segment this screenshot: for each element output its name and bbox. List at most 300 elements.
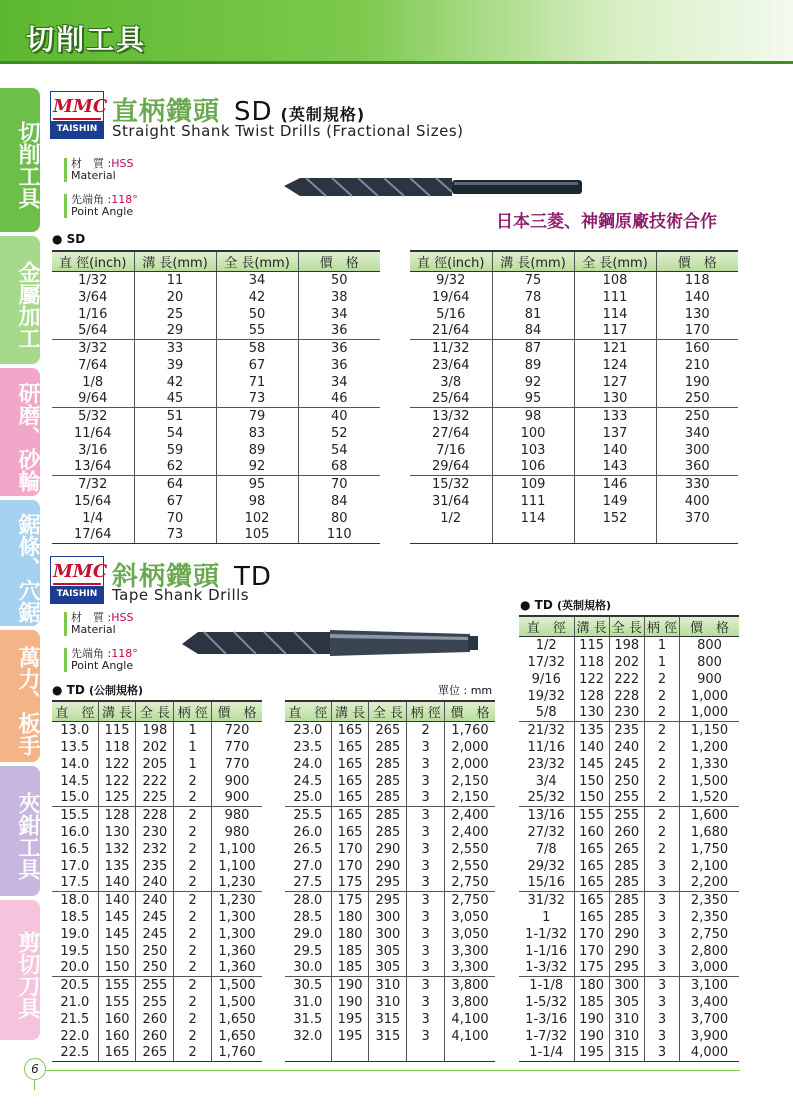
table-cell: 2 xyxy=(644,807,679,824)
table-cell: 23.0 xyxy=(293,722,323,738)
table-cell: 1 xyxy=(174,739,212,756)
table-cell: 290 xyxy=(609,943,644,960)
table-cell: 15/16 xyxy=(519,875,574,892)
table-cell: 205 xyxy=(136,756,174,773)
table-cell: 2,800 xyxy=(680,943,739,960)
table-cell: 122 xyxy=(98,756,136,773)
table-row xyxy=(519,909,739,926)
table-cell: 245 xyxy=(609,756,644,773)
table-cell: 15/32 xyxy=(432,476,470,492)
table-cell: 285 xyxy=(369,756,407,773)
table-row xyxy=(52,493,380,510)
table-cell: 3 xyxy=(407,824,445,841)
table-row xyxy=(285,977,495,994)
table-cell: 83 xyxy=(216,425,298,442)
table-row xyxy=(52,323,380,340)
table-cell: 50 xyxy=(298,272,380,289)
table-cell: 198 xyxy=(136,722,174,739)
table-cell: 20.5 xyxy=(60,977,90,993)
table-cell: 285 xyxy=(609,909,644,926)
table-cell: 310 xyxy=(609,1011,644,1028)
table-cell: 250 xyxy=(656,391,738,408)
td-inch-table xyxy=(519,615,739,1062)
column-header: 溝 長(mm) xyxy=(134,251,216,272)
td-inch-caption xyxy=(520,597,611,613)
table-cell: 265 xyxy=(609,841,644,858)
table-row xyxy=(519,841,739,858)
column-header: 直 徑 xyxy=(285,701,331,722)
table-cell: 150 xyxy=(98,960,136,977)
table-cell: 32.0 xyxy=(293,1028,323,1044)
table-cell: 1,500 xyxy=(680,773,739,790)
table-cell: 34 xyxy=(298,374,380,391)
table-cell: 103 xyxy=(492,442,574,459)
table-row xyxy=(519,637,739,654)
table-cell: 222 xyxy=(136,773,174,790)
table-row xyxy=(410,425,738,442)
table-cell: 146 xyxy=(574,476,656,493)
table-cell: 3 xyxy=(407,1011,445,1028)
table-cell: 20.0 xyxy=(52,960,98,977)
table-cell: 1,230 xyxy=(212,892,262,909)
table-cell: 175 xyxy=(331,892,369,909)
table-cell: 14.5 xyxy=(60,773,90,789)
table-cell: 160 xyxy=(98,1011,136,1028)
table-row xyxy=(52,357,380,374)
table-cell: 2 xyxy=(174,875,212,892)
table-cell: 980 xyxy=(212,824,262,841)
table-cell: 2 xyxy=(174,960,212,977)
table-cell: 51 xyxy=(134,408,216,425)
table-cell: 3 xyxy=(407,841,445,858)
table-row xyxy=(410,459,738,476)
table-cell xyxy=(331,1045,369,1062)
table-cell: 165 xyxy=(331,722,369,739)
table-cell: 111 xyxy=(574,289,656,306)
table-row xyxy=(519,722,739,739)
table-cell: 67 xyxy=(134,493,216,510)
table-cell: 117 xyxy=(574,323,656,340)
table-cell: 25 xyxy=(134,306,216,323)
table-cell: 230 xyxy=(136,824,174,841)
table-cell: 25.5 xyxy=(293,807,323,823)
sd-table-right xyxy=(410,250,738,544)
table-cell: 149 xyxy=(574,493,656,510)
table-cell: 155 xyxy=(98,994,136,1011)
table-cell: 130 xyxy=(656,306,738,323)
table-cell: 202 xyxy=(609,654,644,671)
td-metric-table-left xyxy=(52,700,262,1062)
table-row xyxy=(410,374,738,391)
table-row xyxy=(285,926,495,943)
table-cell: 2 xyxy=(174,1011,212,1028)
table-cell: 135 xyxy=(98,858,136,875)
table-cell: 26.5 xyxy=(293,841,323,857)
sidebar-tab-7[interactable]: 剪切刀具 xyxy=(0,900,40,1040)
table-cell: 11 xyxy=(134,272,216,289)
table-cell: 132 xyxy=(98,841,136,858)
table-cell: 165 xyxy=(574,858,609,875)
table-cell: 18.5 xyxy=(60,909,90,925)
spec-label-en: Material xyxy=(71,169,116,182)
table-row xyxy=(519,926,739,943)
table-cell: 9/32 xyxy=(436,272,466,288)
table-row xyxy=(285,960,495,977)
table-cell: 17.0 xyxy=(60,858,90,874)
table-cell: 1,650 xyxy=(212,1028,262,1045)
table-cell: 290 xyxy=(369,858,407,875)
spec-value: HSS xyxy=(111,157,134,170)
column-header: 全 長(mm) xyxy=(574,251,656,272)
table-cell: 89 xyxy=(492,357,574,374)
table-cell: 2 xyxy=(174,994,212,1011)
column-header: 價 格 xyxy=(445,701,495,722)
table-cell xyxy=(445,1045,495,1062)
table-row xyxy=(285,858,495,875)
table-cell: 3 xyxy=(407,807,445,824)
table-cell: 73 xyxy=(134,527,216,544)
table-cell: 1-1/16 xyxy=(525,943,568,959)
table-cell: 2 xyxy=(174,926,212,943)
table-cell: 285 xyxy=(609,858,644,875)
table-cell: 2 xyxy=(644,824,679,841)
straight-shank-drill-image xyxy=(282,172,584,202)
table-cell: 1-1/8 xyxy=(529,977,564,993)
taper-shank-drill-image xyxy=(180,622,482,664)
table-cell: 1,500 xyxy=(212,977,262,994)
table-cell: 1 xyxy=(174,756,212,773)
table-cell: 2 xyxy=(174,892,212,909)
table-cell: 2,150 xyxy=(445,790,495,807)
table-cell: 68 xyxy=(298,459,380,476)
sd-code: SD xyxy=(234,97,273,127)
td-title-en: Tape Shank Drills xyxy=(112,586,250,604)
table-cell: 260 xyxy=(136,1011,174,1028)
table-cell: 31.0 xyxy=(293,994,323,1010)
table-cell: 1-1/4 xyxy=(519,1045,574,1062)
table-cell: 100 xyxy=(492,425,574,442)
table-cell: 2,000 xyxy=(445,756,495,773)
table-cell: 27.5 xyxy=(285,875,331,892)
table-cell: 34 xyxy=(298,306,380,323)
table-cell: 22.5 xyxy=(52,1045,98,1062)
column-header: 直 徑(inch) xyxy=(52,251,134,272)
table-cell: 54 xyxy=(134,425,216,442)
table-row xyxy=(52,510,380,527)
table-cell: 1,300 xyxy=(212,909,262,926)
table-cell: 2 xyxy=(174,807,212,824)
unit-label: 單位 : mm xyxy=(438,684,493,697)
table-cell: 170 xyxy=(331,858,369,875)
table-cell: 150 xyxy=(98,943,136,960)
table-cell: 3/8 xyxy=(440,374,462,390)
table-cell: 133 xyxy=(574,408,656,425)
table-cell: 1/8 xyxy=(82,374,104,390)
table-cell: 2 xyxy=(174,841,212,858)
table-cell: 285 xyxy=(369,824,407,841)
sd-subtitle: (英制規格) xyxy=(280,105,366,124)
table-cell: 155 xyxy=(574,807,609,824)
table-cell: 1/16 xyxy=(78,306,108,322)
table-cell: 2,550 xyxy=(445,858,495,875)
table-cell: 145 xyxy=(98,909,136,926)
mmc-taishin-logo xyxy=(50,556,108,604)
table-row xyxy=(52,476,380,493)
column-header: 價 格 xyxy=(680,616,739,637)
column-header: 價 格 xyxy=(656,251,738,272)
table-row xyxy=(52,1011,262,1028)
table-cell: 3 xyxy=(644,960,679,977)
column-header: 價 格 xyxy=(212,701,262,722)
table-cell: 255 xyxy=(609,790,644,807)
technical-cooperation-note: 日本三菱、神鋼原廠技術合作 xyxy=(496,212,717,232)
table-cell xyxy=(574,527,656,544)
table-cell: 900 xyxy=(680,671,739,688)
table-cell: 285 xyxy=(369,790,407,807)
table-cell: 300 xyxy=(656,442,738,459)
table-cell: 165 xyxy=(574,875,609,892)
table-cell: 24.0 xyxy=(293,756,323,772)
table-cell: 59 xyxy=(134,442,216,459)
table-cell: 165 xyxy=(331,807,369,824)
table-cell: 185 xyxy=(331,960,369,977)
table-cell: 190 xyxy=(574,1028,609,1045)
table-row xyxy=(285,909,495,926)
table-cell: 73 xyxy=(216,391,298,408)
table-cell: 3,000 xyxy=(680,960,739,977)
table-cell: 202 xyxy=(136,739,174,756)
table-cell: 3 xyxy=(644,1045,679,1062)
table-cell: 23/64 xyxy=(432,357,470,373)
table-cell: 95 xyxy=(216,476,298,493)
table-row xyxy=(519,739,739,756)
table-cell: 114 xyxy=(574,306,656,323)
table-cell: 31.5 xyxy=(293,1011,323,1027)
page-number: 6 xyxy=(24,1058,46,1080)
table-row xyxy=(410,357,738,374)
table-cell: 300 xyxy=(609,977,644,994)
table-cell: 1,650 xyxy=(212,1011,262,1028)
table-cell: 3 xyxy=(644,875,679,892)
table-cell: 17/64 xyxy=(52,527,134,544)
table-cell: 3 xyxy=(407,909,445,926)
table-row xyxy=(52,408,380,425)
table-cell: 54 xyxy=(298,442,380,459)
table-cell: 98 xyxy=(216,493,298,510)
table-cell: 295 xyxy=(369,875,407,892)
table-cell: 62 xyxy=(134,459,216,476)
table-cell: 13/16 xyxy=(527,807,565,823)
table-row xyxy=(410,340,738,357)
table-cell: 310 xyxy=(369,977,407,994)
table-cell xyxy=(285,1045,331,1062)
table-cell: 2 xyxy=(174,1045,212,1062)
spec-label-en: Material xyxy=(71,623,116,636)
column-header: 價 格 xyxy=(298,251,380,272)
table-cell: 140 xyxy=(574,442,656,459)
table-cell: 23.5 xyxy=(293,739,323,755)
table-cell: 23/32 xyxy=(527,756,565,772)
table-cell: 3 xyxy=(407,943,445,960)
table-cell: 1,750 xyxy=(680,841,739,858)
table-cell: 1,600 xyxy=(680,807,739,824)
table-cell: 122 xyxy=(98,773,136,790)
table-cell: 2 xyxy=(174,790,212,807)
table-cell: 190 xyxy=(331,977,369,994)
table-cell xyxy=(656,527,738,544)
sidebar-tab-6[interactable]: 夾鉗工具 xyxy=(0,766,40,896)
table-cell: 3,700 xyxy=(680,1011,739,1028)
table-cell: 127 xyxy=(574,374,656,391)
caption-sub: (英制規格) xyxy=(556,599,612,612)
table-cell: 315 xyxy=(609,1045,644,1062)
table-cell: 160 xyxy=(574,824,609,841)
column-header: 柄 徑 xyxy=(174,701,212,722)
table-cell: 3 xyxy=(407,960,445,977)
table-cell: 27.0 xyxy=(293,858,323,874)
table-row xyxy=(410,442,738,459)
table-cell: 15/64 xyxy=(74,493,112,509)
table-cell: 36 xyxy=(298,323,380,340)
table-cell: 180 xyxy=(574,977,609,994)
table-cell: 2,150 xyxy=(445,773,495,790)
column-header: 溝 長 xyxy=(98,701,136,722)
table-cell: 228 xyxy=(136,807,174,824)
table-cell xyxy=(410,527,492,544)
sidebar-tab-2[interactable]: 金屬加工 xyxy=(0,236,40,364)
table-cell: 195 xyxy=(331,1011,369,1028)
table-cell: 1,150 xyxy=(680,722,739,739)
table-cell: 1,100 xyxy=(212,841,262,858)
table-cell: 160 xyxy=(656,340,738,357)
table-cell: 170 xyxy=(574,926,609,943)
table-cell: 17/32 xyxy=(527,654,565,670)
table-cell: 2 xyxy=(644,841,679,858)
table-cell: 22.0 xyxy=(60,1028,90,1044)
table-cell: 9/16 xyxy=(531,671,561,687)
table-cell: 16.5 xyxy=(60,841,90,857)
table-cell: 34 xyxy=(216,272,298,289)
table-cell: 78 xyxy=(492,289,574,306)
table-row xyxy=(519,994,739,1011)
table-cell: 400 xyxy=(656,493,738,510)
table-cell: 38 xyxy=(298,289,380,306)
table-cell: 2 xyxy=(644,773,679,790)
table-cell: 13/64 xyxy=(52,459,134,476)
table-cell: 3 xyxy=(407,977,445,994)
table-row xyxy=(285,943,495,960)
table-cell: 2,750 xyxy=(680,926,739,943)
table-cell: 13.5 xyxy=(60,739,90,755)
table-cell: 180 xyxy=(331,909,369,926)
table-cell: 1,680 xyxy=(680,824,739,841)
sidebar-tab-5[interactable]: 萬力、板手 xyxy=(0,630,40,762)
column-header: 全 長(mm) xyxy=(216,251,298,272)
table-row xyxy=(519,773,739,790)
table-row xyxy=(519,824,739,841)
page-title: 切削工具 xyxy=(26,23,147,56)
table-cell: 185 xyxy=(574,994,609,1011)
table-cell: 1/4 xyxy=(82,510,104,526)
table-cell: 4,100 xyxy=(445,1028,495,1045)
table-cell: 36 xyxy=(298,340,380,357)
sidebar-tab-3[interactable]: 研磨、砂輪 xyxy=(0,368,40,496)
page-header xyxy=(0,0,793,64)
table-cell: 150 xyxy=(574,773,609,790)
table-row xyxy=(52,459,380,476)
table-cell: 3 xyxy=(407,926,445,943)
table-cell: 3/16 xyxy=(78,442,108,458)
table-cell: 155 xyxy=(98,977,136,994)
table-cell: 285 xyxy=(609,875,644,892)
table-cell: 67 xyxy=(216,357,298,374)
caption-sub: (公制規格) xyxy=(88,684,144,697)
table-cell: 13.0 xyxy=(60,722,90,738)
table-cell: 3 xyxy=(407,858,445,875)
sidebar-tab-1[interactable]: 切削工具 xyxy=(0,88,40,232)
sidebar-tab-4[interactable]: 鋸條、穴鋸 xyxy=(0,500,40,626)
table-row xyxy=(52,824,262,841)
table-cell: 1,000 xyxy=(680,688,739,705)
table-cell: 340 xyxy=(656,425,738,442)
table-row xyxy=(285,722,495,739)
table-cell: 2 xyxy=(174,1028,212,1045)
table-cell: 2,200 xyxy=(680,875,739,892)
table-cell: 3 xyxy=(644,977,679,994)
table-cell: 1,360 xyxy=(212,960,262,977)
table-cell: 770 xyxy=(212,756,262,773)
table-cell: 2,750 xyxy=(445,892,495,909)
table-cell: 198 xyxy=(609,637,644,654)
table-row xyxy=(52,960,262,977)
table-cell: 265 xyxy=(136,1045,174,1062)
table-cell: 305 xyxy=(369,960,407,977)
table-cell: 152 xyxy=(574,510,656,527)
table-cell: 111 xyxy=(492,493,574,510)
table-cell: 40 xyxy=(298,408,380,425)
table-cell: 19.0 xyxy=(60,926,90,942)
td-code: TD xyxy=(234,562,272,592)
table-cell: 285 xyxy=(369,739,407,756)
table-row xyxy=(52,272,380,289)
footer-rule xyxy=(40,1070,740,1071)
page-footer xyxy=(0,1062,793,1120)
table-cell: 1-3/32 xyxy=(519,960,574,977)
table-cell: 118 xyxy=(574,654,609,671)
spec-label: 先端角 : xyxy=(71,193,112,206)
table-cell: 145 xyxy=(574,756,609,773)
table-cell: 305 xyxy=(609,994,644,1011)
table-cell: 3,800 xyxy=(445,977,495,994)
table-cell: 3/4 xyxy=(535,773,557,789)
spec-value: 118° xyxy=(111,647,138,660)
table-cell: 370 xyxy=(656,510,738,527)
table-cell: 70 xyxy=(134,510,216,527)
table-cell: 27/32 xyxy=(527,824,565,840)
table-cell: 150 xyxy=(574,790,609,807)
table-cell: 3 xyxy=(644,943,679,960)
table-cell: 80 xyxy=(298,510,380,527)
sd-table-left xyxy=(52,250,380,544)
table-row xyxy=(52,289,380,306)
table-cell: 137 xyxy=(574,425,656,442)
table-cell: 2,550 xyxy=(445,841,495,858)
table-row xyxy=(410,323,738,340)
table-row xyxy=(52,425,380,442)
table-row xyxy=(410,493,738,510)
table-cell: 46 xyxy=(298,391,380,408)
table-row xyxy=(52,306,380,323)
